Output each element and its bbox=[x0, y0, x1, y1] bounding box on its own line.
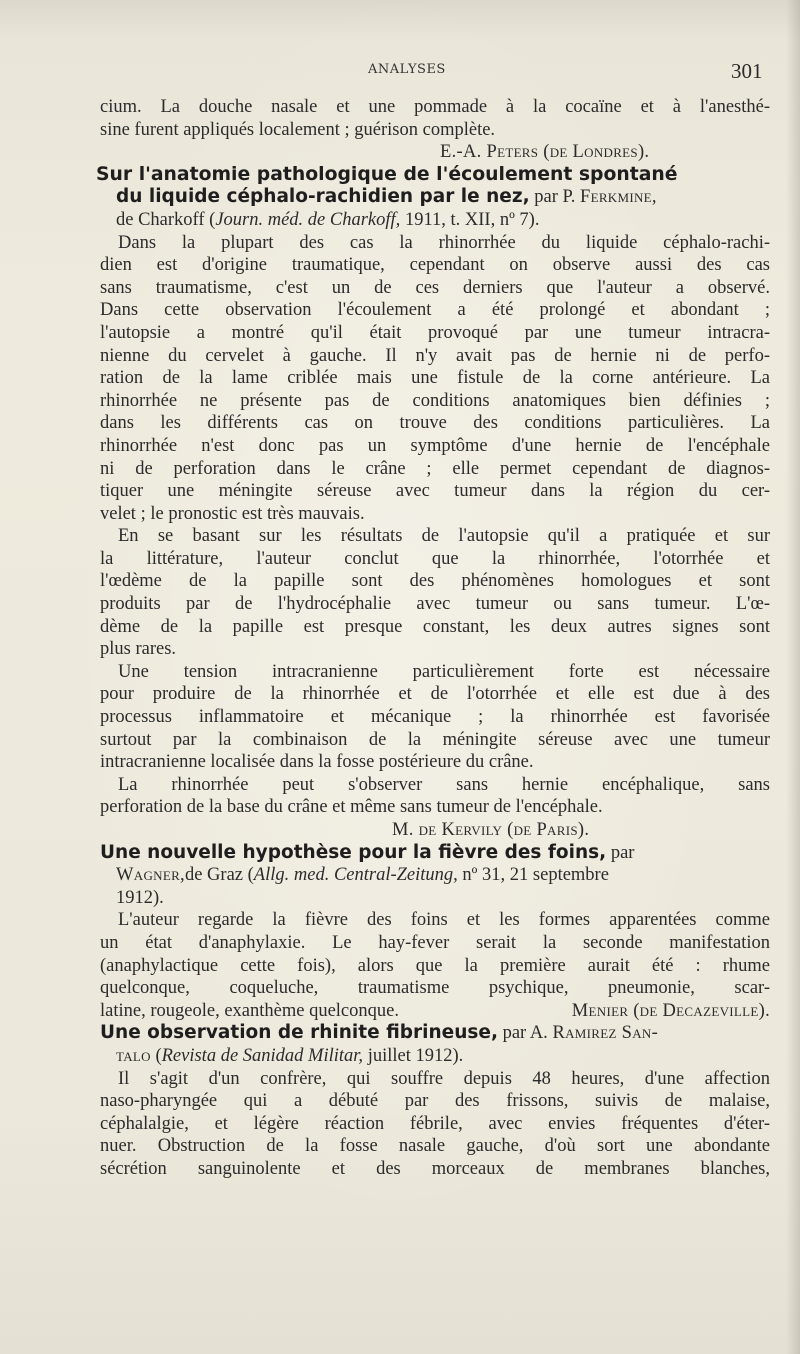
article-title: Une observation de rhinite fibrineuse, par A. Ramirez San- bbox=[100, 1022, 659, 1044]
text-line: un état d'anaphylaxie. Le hay-fever serait la seconde manifestation bbox=[100, 932, 770, 953]
text-line: rhinorrhée n'est donc pas un symptôme d'une hernie de l'encéphale bbox=[100, 435, 770, 456]
signature: E.-A. Peters (de Londres). bbox=[440, 142, 650, 163]
author: Wagner, bbox=[116, 865, 185, 886]
text-line: intracranienne localisée dans la fosse postérieure du crâne. bbox=[100, 752, 534, 773]
text-line: pour produire de la rhinorrhée et de l'otorrhée et elle est due à des bbox=[100, 684, 770, 705]
text-line: tiquer une méningite séreuse avec tumeur dans la région du cer- bbox=[100, 481, 770, 502]
author: Ferkmine, bbox=[580, 187, 657, 208]
text-line: ni de perforation dans le crâne ; elle permet cependant de diagnos- bbox=[100, 458, 770, 479]
text-line: Dans cette observation l'écoulement a été prolongé et abondant ; bbox=[100, 300, 770, 321]
citation: Wagner,de Graz (Allg. med. Central-Zeitung, nº 31, 21 septembre bbox=[116, 865, 609, 886]
article-rhinorrhee bbox=[96, 163, 770, 842]
article-title: Sur l'anatomie pathologique de l'écoulement spontané bbox=[96, 163, 678, 185]
citation-year: 1912). bbox=[116, 887, 164, 908]
author: Ramirez San- bbox=[552, 1023, 659, 1044]
text-line: Une tension intracranienne particulièrement forte est nécessaire bbox=[118, 661, 770, 682]
article-fievre-des-foins bbox=[100, 842, 770, 1023]
running-head: ANALYSES bbox=[368, 62, 446, 77]
text-line: nuer. Obstruction de la fosse nasale gauche, d'où sort une abondante bbox=[100, 1136, 770, 1157]
text-line: sans traumatisme, c'est un de ces derniers que l'auteur a observé. bbox=[100, 277, 770, 298]
text-line: Dans la plupart des cas la rhinorrhée du liquide céphalo-rachi- bbox=[118, 232, 770, 253]
text-line: sécrétion sanguinolente et des morceaux de membranes blanches, bbox=[100, 1158, 770, 1179]
text-line-with-signature: latine, rougeole, exanthème quelconque. Menier (de Decazeville). bbox=[100, 1000, 770, 1021]
text-line: nienne du cervelet à gauche. Il n'y avait pas de hernie ni de perfo- bbox=[100, 345, 770, 366]
journal: Allg. med. Central-Zeitung, bbox=[253, 865, 458, 886]
journal: Journ. méd. de Charkoff, bbox=[215, 209, 401, 230]
citation: de Charkoff (Journ. méd. de Charkoff, 1911, t. XII, nº 7). bbox=[116, 209, 540, 230]
text-line: cium. La douche nasale et une pommade à la cocaïne et à l'anesthé- bbox=[100, 97, 770, 117]
text-line: En se basant sur les résultats de l'autopsie qu'il a pratiquée et sur bbox=[118, 526, 770, 547]
page-header bbox=[0, 60, 800, 86]
text-line: La rhinorrhée peut s'observer sans hernie encéphalique, sans bbox=[118, 774, 770, 795]
article-title-byline: du liquide céphalo-rachidien par le nez, par P. Ferkmine, bbox=[116, 186, 657, 208]
text-line: perforation de la base du crâne et même sans tumeur de l'encéphale. bbox=[100, 797, 603, 818]
article-title: Une nouvelle hypothèse pour la fièvre des foins, par bbox=[100, 841, 635, 863]
citation: talo (Revista de Sanidad Militar, juillet 1912). bbox=[116, 1045, 464, 1066]
text-line: dans les différents cas on trouve des conditions particulières. La bbox=[100, 413, 770, 434]
text-line: sine furent appliqués localement ; guérison complète. bbox=[100, 119, 496, 140]
text-line: plus rares. bbox=[100, 639, 177, 660]
signature: Menier (de Decazeville). bbox=[571, 1000, 770, 1021]
text-line: dien est d'origine traumatique, cependant on observe aussi des cas bbox=[100, 255, 770, 276]
journal: Revista de Sanidad Militar, bbox=[161, 1045, 364, 1066]
text-line: Il s'agit d'un confrère, qui souffre depuis 48 heures, d'une affection bbox=[118, 1068, 770, 1089]
text-line: la littérature, l'auteur conclut que la rhinorrhée, l'otorrhée et bbox=[100, 548, 770, 569]
text-line: rhinorrhée ne présente pas de conditions anatomiques bien définies ; bbox=[100, 390, 770, 411]
text-line: surtout par la combinaison de la méningite séreuse avec une tumeur bbox=[100, 729, 770, 750]
text-line: processus inflammatoire et mécanique ; la rhinorrhée est favorisée bbox=[100, 707, 770, 728]
text-line: (anaphylactique cette fois), alors que la première aurait été : rhume bbox=[100, 955, 770, 976]
text-line: quelconque, coqueluche, traumatisme psychique, pneumonie, scar- bbox=[100, 978, 770, 999]
text-line: velet ; le pronostic est très mauvais. bbox=[100, 503, 365, 524]
text-line: l'œdème de la papille sont des phénomènes homologues et sont bbox=[100, 571, 770, 592]
continuation bbox=[100, 96, 770, 164]
text-line: dème de la papille est presque constant, les deux autres signes sont bbox=[100, 616, 770, 637]
text-line: l'autopsie a montré qu'il était provoqué par une tumeur intracra- bbox=[100, 322, 770, 343]
signature: M. de Kervily (de Paris). bbox=[392, 820, 590, 840]
text-line: naso-pharyngée qui a débuté par des frissons, suivis de malaise, bbox=[100, 1091, 770, 1112]
text-line: céphalalgie, et légère réaction fébrile, avec envies fréquentes d'éter- bbox=[100, 1113, 770, 1134]
text-line: ration de la lame criblée mais une fistule de la corne antérieure. La bbox=[100, 368, 770, 389]
body-text bbox=[96, 96, 770, 1181]
article-rhinite-fibrineuse bbox=[100, 1022, 770, 1180]
text-line: produits par de l'hydrocéphalie avec tumeur ou sans tumeur. L'œ- bbox=[100, 594, 770, 615]
page-number: 301 bbox=[731, 59, 763, 83]
text-line: L'auteur regarde la fièvre des foins et les formes apparentées comme bbox=[118, 910, 770, 931]
